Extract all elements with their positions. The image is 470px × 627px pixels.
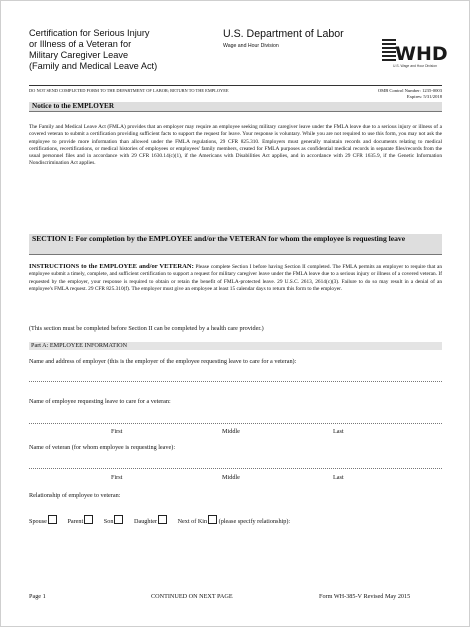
relationship-option-spouse bbox=[29, 515, 57, 525]
section1-heading: SECTION I: For completion by the EMPLOYEE and/or the VETERAN for whom the employee is requesting leave bbox=[32, 234, 406, 243]
instructions-body: Please complete Section I before having Section II completed. The FMLA permits an employer to require that an employee submit a timely, complete, and sufficient certification to support a request for military caregiver leave under the FMLA leave due to a serious injury or illness of a covered veteran. If requested by the employer, your response is required to obtain or retain the benefit of FMLA-protected leave. 29 U.S.C. 2613, 2614(c)(3). Failure to do so may result in a denial of an employee's FMLA request. 29 CFR 825.310(f). The employer must give an employee at least 15 calendar days to return this form to the employer. bbox=[29, 264, 442, 293]
omb-control-block bbox=[331, 88, 442, 100]
logo-text: WHD bbox=[395, 43, 448, 65]
omb-expiration: Expires: 5/31/2018 bbox=[406, 94, 442, 99]
form-title-line: Military Caregiver Leave bbox=[29, 50, 129, 60]
section1-instructions bbox=[29, 263, 442, 294]
continued-notice: CONTINUED ON NEXT PAGE bbox=[151, 593, 233, 600]
relationship-specify-label: (please specify relationship): bbox=[218, 518, 291, 525]
relationship-option-daughter bbox=[134, 515, 167, 525]
relationship-next-of-kin-label: Next of Kin bbox=[177, 518, 208, 525]
whd-logo bbox=[382, 37, 448, 67]
page-number: Page 1 bbox=[29, 593, 46, 600]
logo-subtext: U.S. Wage and Hour Division bbox=[393, 64, 437, 68]
relationship-son-checkbox[interactable] bbox=[114, 515, 123, 524]
relationship-options bbox=[29, 515, 299, 525]
relationship-daughter-checkbox[interactable] bbox=[158, 515, 167, 524]
header-divider bbox=[29, 85, 442, 86]
notice-heading: Notice to the EMPLOYER bbox=[32, 102, 115, 110]
relationship-question: Relationship of employee to veteran: bbox=[29, 492, 121, 499]
employee-name-field[interactable] bbox=[29, 423, 442, 424]
relationship-son-label: Son bbox=[103, 518, 114, 525]
instructions-lead: INSTRUCTIONS to the EMPLOYEE and/or VETERAN: bbox=[29, 263, 194, 270]
employer-name-address-field[interactable] bbox=[29, 381, 442, 382]
veteran-name-question: Name of veteran (for whom employee is requesting leave): bbox=[29, 444, 176, 451]
veteran-middle-label: Middle bbox=[222, 474, 240, 481]
notice-body: The Family and Medical Leave Act (FMLA) provides that an employer may require an employee seeking military caregiver leave under the FMLA leave due to a serious injury or illness of a covered veteran to submit a certification providing sufficient facts to support the request for leave. Your response is voluntary. While you are not required to use this form, you may not ask the employee to provide more information than allowed under the FMLA regulations, 29 CFR 825.310. Employers must generally maintain records and documents relating to medical certifications, recertifications, or medical histories of employees or employees' family members, created for FMLA purposes as confidential medical records in separate files/records from the usual personnel files and in accordance with 29 CFR 1630.14(c)(1), if the Americans with Disabilities Act applies, and in accordance with 29 CFR 1635.9, if the Genetic Information Nondiscrimination Act applies. bbox=[29, 124, 442, 167]
section1-note: (This section must be completed before Section II can be completed by a health care provider.) bbox=[29, 325, 264, 332]
employee-first-label: First bbox=[111, 428, 123, 435]
do-not-send-notice: DO NOT SEND COMPLETED FORM TO THE DEPARTMENT OF LABOR; RETURN TO THE EMPLOYEE bbox=[29, 88, 229, 93]
veteran-first-label: First bbox=[111, 474, 123, 481]
form-title-line: (Family and Medical Leave Act) bbox=[29, 61, 158, 71]
employee-name-question: Name of employee requesting leave to care for a veteran: bbox=[29, 398, 171, 405]
veteran-last-label: Last bbox=[333, 474, 344, 481]
form-title-line: or Illness of a Veteran for bbox=[29, 39, 132, 49]
relationship-parent-checkbox[interactable] bbox=[84, 515, 93, 524]
department-name: U.S. Department of Labor bbox=[223, 28, 344, 40]
relationship-option-next-of-kin bbox=[178, 515, 291, 525]
relationship-spouse-checkbox[interactable] bbox=[48, 515, 57, 524]
division-name: Wage and Hour Division bbox=[223, 43, 279, 49]
relationship-option-parent bbox=[67, 515, 93, 525]
relationship-parent-label: Parent bbox=[67, 518, 84, 525]
omb-number: OMB Control Number: 1235-0003 bbox=[377, 88, 442, 93]
relationship-next-of-kin-checkbox[interactable] bbox=[208, 515, 217, 524]
form-title-line: Certification for Serious Injury bbox=[29, 28, 150, 38]
employer-question: Name and address of employer (this is the employer of the employee requesting leave to care for a veteran): bbox=[29, 358, 297, 365]
relationship-spouse-label: Spouse bbox=[29, 518, 47, 525]
form-title bbox=[29, 28, 229, 72]
relationship-option-son bbox=[104, 515, 124, 525]
relationship-daughter-label: Daughter bbox=[133, 518, 158, 525]
form-revision: Form WH-385-V Revised May 2015 bbox=[319, 593, 411, 600]
part-a-heading: Part A: EMPLOYEE INFORMATION bbox=[31, 342, 128, 349]
employee-last-label: Last bbox=[333, 428, 344, 435]
employee-middle-label: Middle bbox=[222, 428, 240, 435]
veteran-name-field[interactable] bbox=[29, 468, 442, 469]
